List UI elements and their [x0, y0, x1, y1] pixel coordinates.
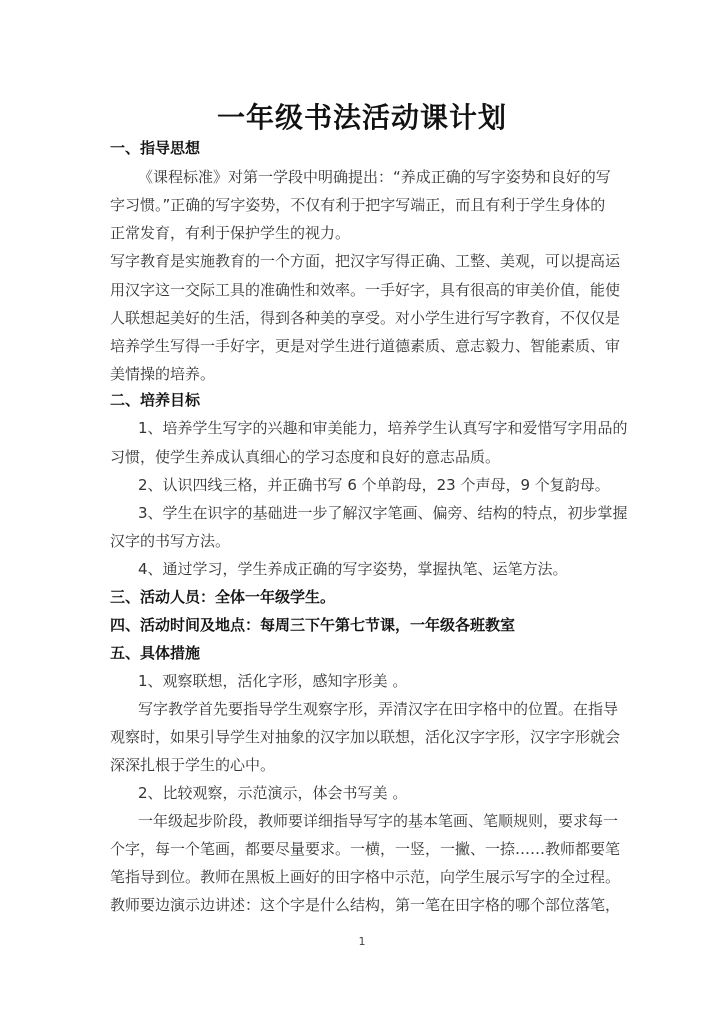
section-heading: 二、培养目标 — [110, 391, 201, 409]
paragraph-line: 写字教学首先要指导学生观察字形，弄清汉字在田字格中的位置。在指导 — [138, 700, 619, 718]
paragraph-line: 正常发育，有利于保护学生的视力。 — [110, 224, 351, 242]
paragraph-line: 一年级起步阶段，教师要详细指导写字的基本笔画、笔顺规则，要求每一 — [138, 812, 619, 830]
paragraph-line: 汉字的书写方法。 — [110, 532, 231, 550]
section-heading: 五、具体措施 — [110, 644, 201, 662]
paragraph-line: 深深扎根于学生的心中。 — [110, 756, 276, 774]
section-heading: 三、活动人员：全体一年级学生。 — [110, 588, 336, 606]
paragraph-line: 观察时，如果引导学生对抽象的汉字加以联想，活化汉字字形，汉字字形就会 — [110, 728, 621, 746]
paragraph-line: 字习惯。”正确的写字姿势，不仅有利于把字写端正，而且有利于学生身体的 — [110, 196, 606, 214]
paragraph-line: 写字教育是实施教育的一个方面，把汉字写得正确、工整、美观，可以提高运 — [110, 252, 621, 270]
paragraph-line: 4、通过学习，学生养成正确的写字姿势，掌握执笔、运笔方法。 — [138, 560, 568, 578]
section-heading: 四、活动时间及地点：每周三下午第七节课，一年级各班教室 — [110, 616, 516, 634]
paragraph-line: 3、学生在识字的基础进一步了解汉字笔画、偏旁、结构的特点，初步掌握 — [138, 504, 628, 522]
paragraph-line: 1、观察联想，活化字形，感知字形美 。 — [138, 672, 408, 690]
paragraph-line: 1、培养学生写字的兴趣和审美能力，培养学生认真写字和爱惜写字用品的 — [138, 419, 628, 437]
document-title: 一年级书法活动课计划 — [216, 101, 507, 134]
section-heading: 一、指导思想 — [110, 139, 201, 157]
page-number: 1 — [358, 935, 366, 948]
paragraph-line: 2、比较观察，示范演示，体会书写美 。 — [138, 784, 408, 802]
paragraph-line: 培养学生写得一手好字，更是对学生进行道德素质、意志毅力、智能素质、审 — [110, 337, 621, 355]
paragraph-line: 笔指导到位。教师在黑板上画好的田字格中示范，向学生展示写字的全过程。 — [110, 868, 621, 886]
paragraph-line: 美情操的培养。 — [110, 365, 216, 383]
paragraph-line: 教师要边演示边讲述：这个字是什么结构，第一笔在田字格的哪个部位落笔， — [110, 896, 621, 914]
paragraph-line: 人联想起美好的生活，得到各种美的享受。对小学生进行写字教育，不仅仅是 — [110, 309, 621, 327]
paragraph-line: 《课程标准》对第一学段中明确提出：“养成正确的写字姿势和良好的写 — [138, 168, 611, 186]
paragraph-line: 用汉字这一交际工具的准确性和效率。一手好字，具有很高的审美价值，能使 — [110, 281, 621, 299]
paragraph-line: 2、认识四线三格，并正确书写 6 个单韵母，23 个声母，9 个复韵母。 — [138, 476, 610, 494]
paragraph-line: 习惯，使学生养成认真细心的学习态度和良好的意志品质。 — [110, 448, 501, 466]
paragraph-line: 个字，每一个笔画，都要尽量要求。一横，一竖，一撇、一捺……教师都要笔 — [110, 840, 621, 858]
